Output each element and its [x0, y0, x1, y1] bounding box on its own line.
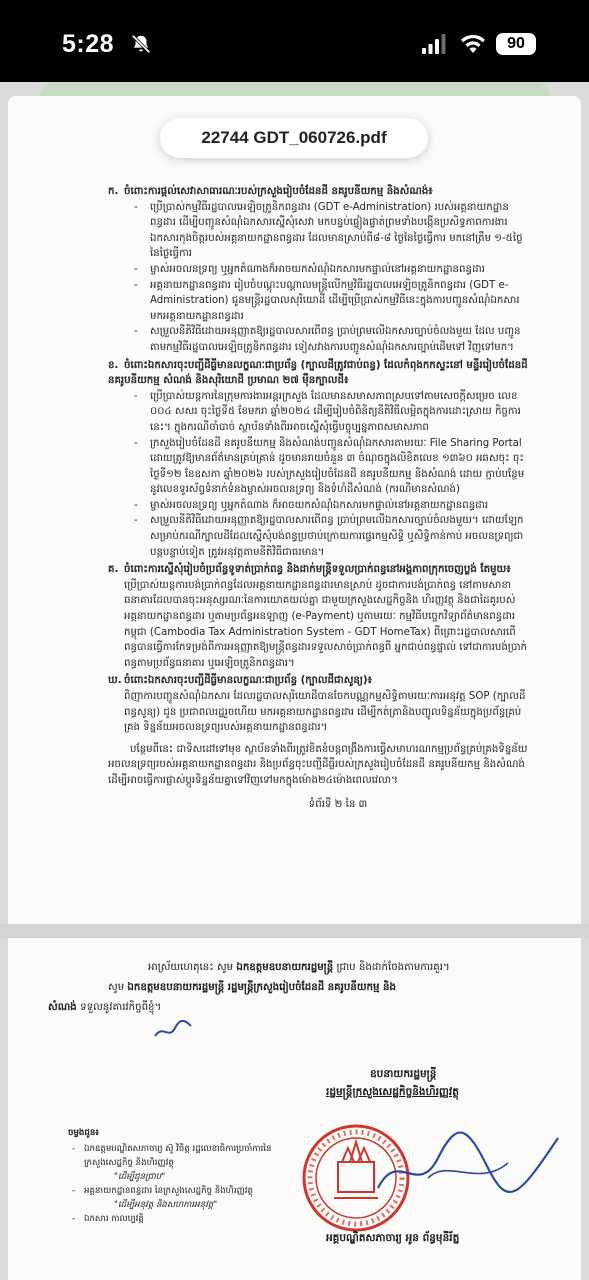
- section-ka-heading: ក. ចំពោះការផ្ដល់សេវាសាធារណៈរបស់ក្រសួងរៀបចំដែនដី នគរូបនីយកម្ម និងសំណង់៖: [108, 186, 433, 197]
- section-ka-list: [134, 200, 528, 356]
- salutation-line-3: សំណង់ ទទួលនូវគារវកិច្ចពីខ្ញុំ។: [48, 1002, 162, 1013]
- list-item-note: "ដើម្បីជូនជ្រាប": [114, 1172, 166, 1182]
- section-kha-list: [134, 389, 528, 561]
- list-item: - ម្ចាស់អចលនទ្រព្យ ឬអ្នកតំណាងក៏អាចយកសំណុំឯកសារមកផ្ទាល់នៅអគ្គនាយកដ្ឋានពន្ធដារ: [134, 262, 528, 278]
- section-kho-body: ពិញាការបញ្ជូនសំណុំឯកសារ ដែលរដ្ឋបាលសុរិយោដីបានចែកបណ្ណកម្មសិទ្ធិតាមរយៈការអនុវត្ត SOP (ក្បាលដីពន្ធសូន្យ) ជូន ប្រជាពលរដ្ឋរួចហើយ មកអគ្គនាយកដ្ឋានពន្ធដារ ដើម្បីកត់ត្រានិងបញ្ចូលទិន្នន័យក្នុងប្រព័ន្ធគ្រប់គ្រង ទិន្នន័យអចលនទ្រព្យរបស់អគ្គនាយកដ្ឋានពន្ធដារ។: [124, 691, 526, 734]
- list-item: - សម្រួលនីតិវិធីដោយអនុញ្ញាតឱ្យរដ្ឋបាលសារពើពន្ធ ប្រាប់ព្រមលើឯកសារច្បាប់ចំលងមួយ។ ដោយឡែក សម្រាប់ករណីក្បាលដីដែលស្នើសុំបង់ពន្ធប្រថាប់ក្រោយការផ្ទេរកម្មសិទ្ធិ ឬសិទ្ធិកាន់កាប់ អចលនទ្រព្យជាបន្តបន្ទាប់ទៀត ត្រូវអនុវត្តតាមនីតិវិធីជាធរមាន។: [134, 513, 528, 560]
- signal-icon: [422, 34, 446, 54]
- pdf-viewer[interactable]: [0, 82, 589, 1280]
- section-kho-heading: ឃ. ចំពោះឯកសារចុះបញ្ជីដីធ្លីមានលក្ខណៈជាប្រព័ន្ធ (ក្បាលដីជាសូន្យ)៖: [108, 675, 373, 687]
- battery-icon: 90: [496, 33, 536, 55]
- list-item: - ប្រើប្រាស់កម្មវិធីរដ្ឋបាលអេឡិចត្រូនិកពន្ធដារ (GDT e-Administration) របស់អគ្គនាយកដ្ឋានពន្ធដារ ដើម្បីបញ្ជូនសំណុំឯកសារស្នើសុំសេវា មកបន្ទប់ផ្ទៀងផ្ទាត់ព្រមទាំងបង្កើនប្រសិទ្ធភាពការងារឯកសារកុងចិត្តរបស់អគ្គនាយកដ្ឋានពន្ធដារ ដែលមានស្រាប់ពី៨-៨ ថ្ងៃនៃថ្ងៃធ្វើការ មកនៅត្រឹម ១-៥ថ្ងៃនៃថ្ងៃធ្វើការ: [134, 200, 528, 262]
- wifi-icon: [460, 33, 486, 55]
- list-item: - ឯកឧត្ដមបណ្ឌិតសភាចារ្យ ស៊ូ វិចិត្ត រដ្ឋលេខាធិការប្រចាំការនៃ ក្រសួងសេដ្ឋកិច្ច និងហិរញ្ញវត្ថុ: [68, 1142, 288, 1170]
- status-bar: [0, 0, 589, 82]
- file-name-pill[interactable]: 22744 GDT_060726.pdf: [160, 118, 428, 158]
- page-separator: [0, 924, 589, 938]
- page-number: ទំព័រទី ២ នៃ ៣: [308, 798, 368, 810]
- section-kha-heading: ខ. ចំពោះឯកសារចុះបញ្ជីដីធ្លីមានលក្ខណៈជាប្រព័ន្ធ (ក្បាលដីត្រូវជាប់ពន្ធ) ដែលកំពុងកកស្ទះនៅ មន្ទីររៀបចំដែនដី នគរូបនីយកម្ម សំណង់ និងសុរិយោដី ប្រមាណ ២៧ ម៉ឺនក្បាលដី៖: [108, 359, 528, 387]
- initial-mark-icon: [153, 1018, 193, 1042]
- list-item: - ម្ចាស់អចលនទ្រព្យ ឬអ្នកតំណាង ក៏អាចយកសំណុំឯកសារមកផ្ទាល់នៅអគ្គនាយកដ្ឋានពន្ធដារ: [134, 498, 528, 514]
- pdf-page-3: [8, 940, 581, 1280]
- salutation-line-2: សូម ឯកឧត្ដមឧបនាយករដ្ឋមន្ត្រី រដ្ឋមន្ត្រីក្រសួងរៀបចំដែនដី នគរូបនីយកម្ម និង: [108, 982, 396, 993]
- bell-slash-icon: [130, 33, 152, 55]
- list-item: - សម្រួលនីតិវិធីដោយអនុញ្ញាតឱ្យរដ្ឋបាលសារពើពន្ធ ប្រាប់ព្រមលើឯកសារច្បាប់ចំលងមួយ ដែល បញ្ជូនតាមកម្មវិធីរដ្ឋបាលអេឡិចត្រូនិកពន្ធដារ ទៀសវាងការបញ្ជូនសំណុំឯកសារច្បាប់ដើមទៅ វិញទៅមក។: [134, 324, 528, 355]
- signer-organization: រដ្ឋមន្ត្រីក្រសួងសេដ្ឋកិច្ចនិងហិរញ្ញវត្ថុ: [326, 1086, 459, 1098]
- signature-icon: [368, 1118, 568, 1218]
- clock: 5:28: [62, 30, 115, 58]
- section-ko-heading: គ. ចំពោះការស្នើសុំរៀបចំប្រព័ន្ធទូទាត់ប្រាក់ពន្ធ និងដាក់មន្ត្រីទទួលប្រាក់ពន្ធនៅអង្គភាពក្រុកចេញប្លង់ តែមួយ៖: [108, 564, 511, 576]
- list-item: - ប្រើប្រាស់យន្តការនៃក្រុមការងារអន្តរក្រសួង ដែលមានសមាសភាពស្របទៅតាមសេចក្ដីសម្រេច លេខ ០០៤ សសរ ចុះថ្ងៃទី៥ ខែមករា ឆ្នាំ២០២៤ ដើម្បីរៀបចំពិនិត្យនីតិវិធីលម្អិតក្នុងការដោះស្រាយ កិច្ចការនេះ។ ក្នុងករណីចាំបាច់ ស្ថាប័នទាំងពីរអាចស្នើសុំធ្វើបច្ចុប្បន្នភាពសមាសភាព: [134, 389, 528, 436]
- list-item: - អគ្គនាយកដ្ឋានពន្ធដារ រៀបចំបណ្ដុះបណ្ដាលមន្ត្រីលើកម្មវិធីរដ្ឋបាលអេឡិចត្រូនិកពន្ធដារ (GDT e-Administration) ជូនមន្ត្រីរដ្ឋបាលសុរិយោដី ដើម្បីប្រើប្រាស់កម្មវិធីនេះក្នុងការបញ្ជូនសំណុំឯកសារ មកអគ្គនាយកដ្ឋានពន្ធដារ: [134, 278, 528, 325]
- cc-list: [68, 1126, 288, 1226]
- closing-salutation: [48, 958, 548, 1018]
- pdf-page-2: [8, 96, 581, 1016]
- signer-name: អគ្គបណ្ឌិតសភាចារ្យ អូន ព័ន្ធមុនីរ័ត្ន: [326, 1232, 460, 1244]
- list-item: - អគ្គនាយកដ្ឋានពន្ធដារ នៃក្រសួងសេដ្ឋកិច្ច និងហិរញ្ញវត្ថុ: [68, 1184, 288, 1198]
- salutation-line-1: អាស្រ័យហេតុនេះ សូម ឯកឧត្ដមឧបនាយករដ្ឋមន្ត្រី ជ្រាប និងដាក់ចែងតាមការគួរ។: [148, 962, 450, 973]
- list-item: - ក្រសួងរៀបចំដែនដី នគរូបនីយកម្ម និងសំណង់បញ្ជូនសំណុំឯកសារតាមរយៈ File Sharing Portal ដោយត្រូវឱ្យមានព័ត៌មានគ្រប់គ្រាន់ ដូចមានរាយចំនួន ៣ ចំណុចក្នុងលិខិតលេខ ១៣៦០ អឆសចុះ ចុះថ្ងៃទី១២ ខែឧសភា ឆ្នាំ២០២៦ របស់ក្រសួងរៀបចំដែនដី នគរូបនីយកម្ម និងសំណង់ ដោយ ភ្ជាប់បន្ថែមនូវលេខទូរស័ព្ទទំនាក់ទំនងម្ចាស់អចលនទ្រព្យ និងទំហំដីសំណង់ (ករណីមានសំណង់): [134, 436, 528, 498]
- list-item-note: "ដើម្បីអនុវត្ត និងសហការអនុវត្ត": [114, 1200, 218, 1210]
- section-ko-body: ប្រើប្រាស់យន្តការបង់ប្រាក់ពន្ធដែលអគ្គនាយកដ្ឋានពន្ធដារមានស្រាប់ ដូចជាការបង់ប្រាក់ពន្ធ នៅតាមសាខាធនាគារដែលបានចុះអនុស្សរណៈនៃការយោគយល់គ្នា ជាមួយក្រសួងសេដ្ឋកិច្ចនិង ហិរញ្ញវត្ថុ និងជាដៃគូរបស់អគ្គនាយកដ្ឋានពន្ធដារ ឬតាមប្រព័ន្ធអនឡាញ (e-Payment) ឬតាមរយៈ កម្មវិធីបច្ចេកវិទ្យាព័ត៌មានពន្ធដារកម្ពុជា (Cambodia Tax Administration System - GDT HomeTax) ពីព្រោះរដ្ឋបាលសារពើពន្ធបានធ្វើការកែទម្រង់ពីការអនុញ្ញាតឱ្យមន្ត្រីពន្ធដារទទួលសាច់ប្រាក់ពន្ធពី អ្នកជាប់ពន្ធផ្ទាល់ ទៅជាការបង់ប្រាក់ពន្ធតាមប្រព័ន្ធធនាគារ ឬអេឡិចត្រូនិកពន្ធដារ។: [124, 579, 527, 669]
- signer-title: ឧបនាយករដ្ឋមន្ត្រី: [370, 1068, 437, 1080]
- closing-paragraph: បន្ថែមពីនេះ ជាទិសដៅទៅមុខ ស្ថាប័នទាំងពីរត្រូវខិតខំបន្តពង្រឹងការធ្វើសមាហរណកម្មប្រព័ន្ធគ្រប់គ្រងទិន្នន័យ អចលនទ្រព្យរបស់អគ្គនាយកដ្ឋានពន្ធដារ និងប្រព័ន្ធចុះបញ្ជីដីធ្លីរបស់ក្រសួងរៀបចំដែនដី នគរូបនីយកម្ម និងសំណង់ ដើម្បីអាចធ្វើការផ្លាស់ប្ដូរទិន្នន័យគ្នាទៅវិញទៅមកក្នុងម៉ោង២៤ម៉ោងពេលវេលា។: [108, 743, 528, 786]
- document-body: [108, 182, 528, 812]
- list-item: - ឯកសារ កាលប្បវត្តិ: [68, 1212, 288, 1226]
- cc-heading: ចម្លងជូន៖: [68, 1128, 100, 1138]
